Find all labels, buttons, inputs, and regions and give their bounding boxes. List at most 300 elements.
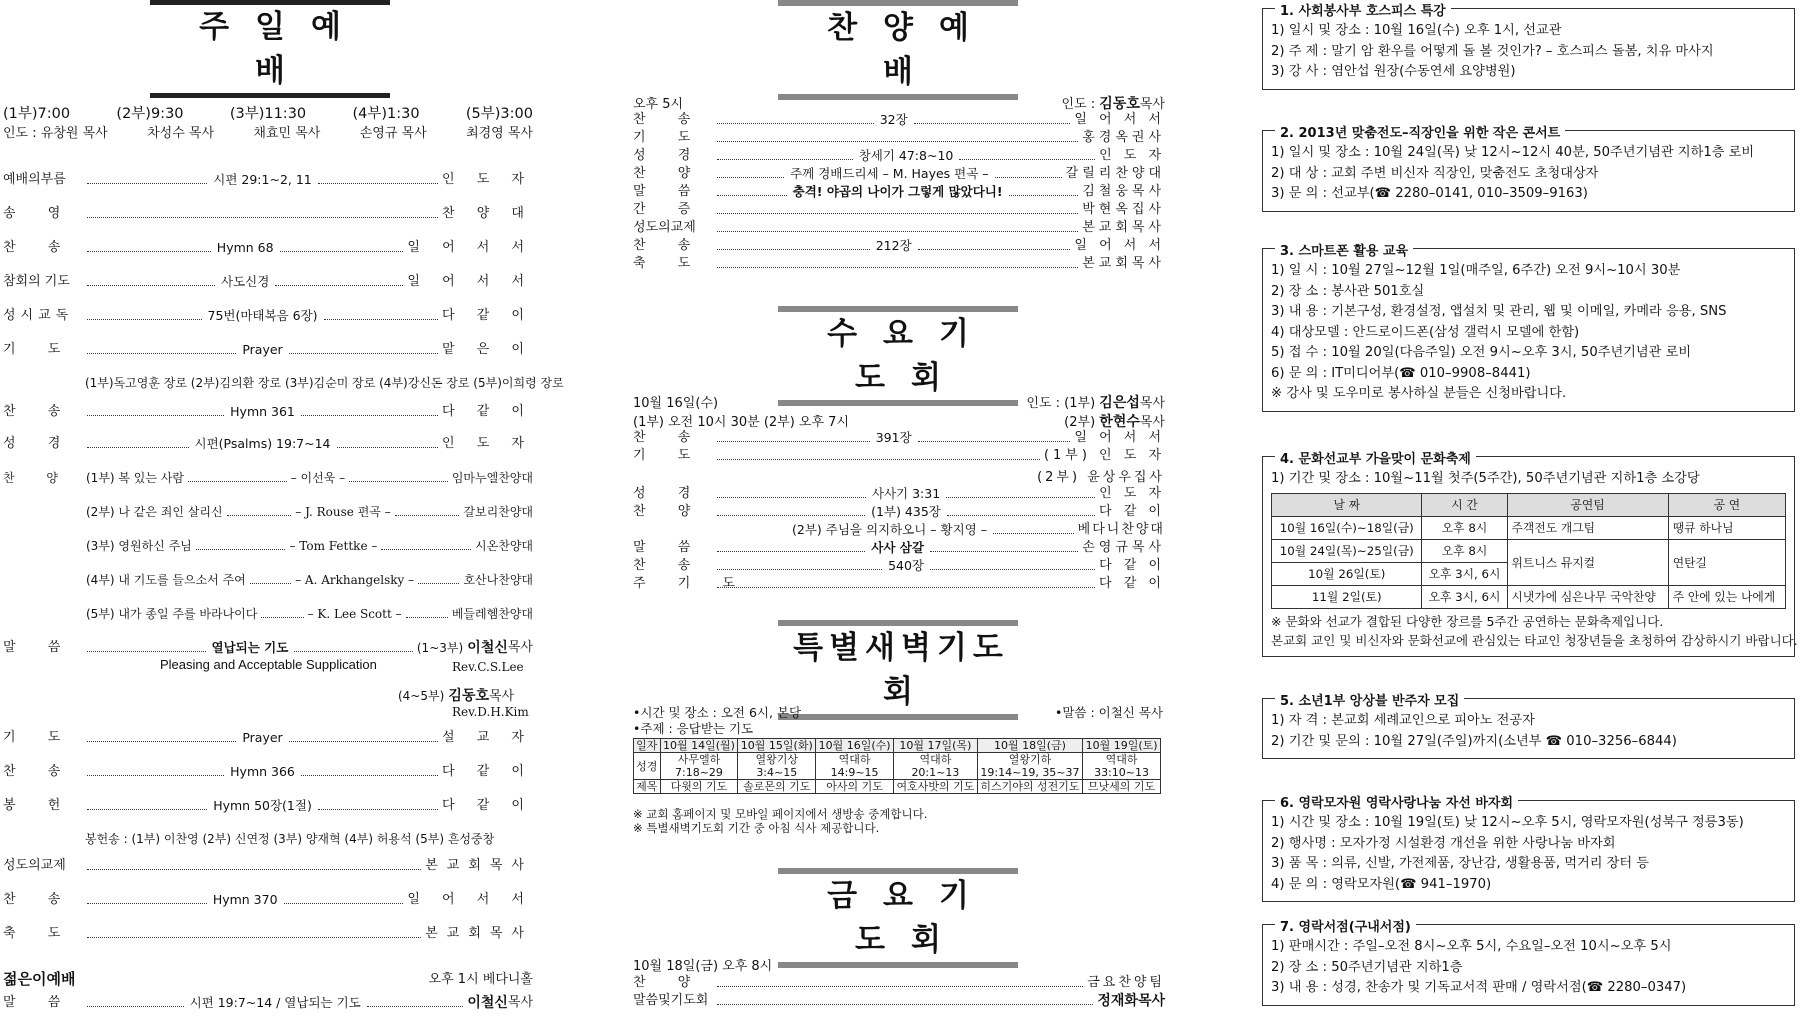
order-performer: 갈릴리찬양대 xyxy=(1065,166,1166,181)
order-performer: 인 도 자 xyxy=(442,172,533,187)
order-label: 찬 송 xyxy=(3,892,75,907)
order-content: 391장 xyxy=(875,430,912,445)
order-row xyxy=(3,240,533,256)
bible-cell xyxy=(816,753,894,780)
sermon-title: 열납되는 기도 xyxy=(211,640,289,655)
choir-song: (4부) 내 기도를 들으소서 주여 xyxy=(86,573,246,587)
order-row xyxy=(633,993,1165,1009)
sunday-service-title: 주일예배 xyxy=(199,9,367,89)
service-time: (3부)11:30 xyxy=(229,106,307,122)
choir-row xyxy=(86,572,533,588)
sermon-part: (4~5부) xyxy=(398,689,445,703)
order-label: 봉 헌 xyxy=(3,798,75,813)
service-leader: 손영규 목사 xyxy=(359,126,427,141)
notice-box xyxy=(1262,452,1798,657)
order-label: 찬 송 xyxy=(3,404,75,419)
table-header-cell: 시 간 xyxy=(1422,493,1507,516)
pastor-suffix: 목사 xyxy=(507,995,534,1010)
order-performer: 일 어 서 서 xyxy=(407,892,533,907)
order-performer: 다 같 이 xyxy=(442,404,533,419)
order-content: 시편 29:1~2, 11 xyxy=(213,172,312,187)
prayer-second-part: (2부) 윤상우집사 xyxy=(1037,470,1165,485)
order-label: 말 씀 xyxy=(633,184,705,199)
order-content: Hymn 361 xyxy=(230,404,295,419)
bible-cell xyxy=(977,753,1082,780)
notice-line: 3) 내 용 : 성경, 찬송가 및 기독교서적 판매 / 영락서점(☎ 2280–0347) xyxy=(1271,980,1687,995)
order-label: 찬 송 xyxy=(633,558,705,573)
order-label: 찬 송 xyxy=(3,764,75,779)
table-header-cell: 공연팀 xyxy=(1507,493,1668,516)
notice-line: 2) 장 소 : 50주년기념관 지하1층 xyxy=(1271,959,1463,975)
order-content: Prayer xyxy=(242,730,283,745)
topic-cell: 아사의 기도 xyxy=(816,780,894,794)
order-label: 간 증 xyxy=(633,202,705,217)
friday-prayer-title: 금요기도회 xyxy=(827,878,995,958)
order-performer: 다 같 이 xyxy=(1099,558,1166,573)
notice-title: 5. 소년1부 앙상블 반주자 모집 xyxy=(1275,690,1464,709)
order-label: 찬 송 xyxy=(633,112,705,127)
bible-cell xyxy=(894,753,978,780)
order-label: 찬 송 xyxy=(633,238,705,253)
order-row xyxy=(633,166,1165,182)
pastor-en-name: Rev.C.S.Lee xyxy=(452,660,524,674)
notice-line: 2) 행사명 : 모자가정 시설환경 개선을 위한 사랑나눔 바자회 xyxy=(1271,835,1616,851)
table-cell: 주객전도 개그팀 xyxy=(1507,516,1668,539)
order-performer: 일 어 서 서 xyxy=(407,240,534,255)
order-label: 축 도 xyxy=(633,256,705,271)
table-header-cell: 10월 18일(금) xyxy=(977,739,1082,753)
order-row xyxy=(3,436,533,452)
order-label: 성도의교제 xyxy=(633,220,696,235)
youth-service-header xyxy=(3,968,533,989)
notice-line: 1) 기간 및 장소 : 10월~11월 첫주(5주간), 50주년기념관 지하1층 소강당 xyxy=(1271,471,1700,486)
order-label: 기 도 xyxy=(633,448,705,463)
order-performer: 인 도 자 xyxy=(1099,486,1166,501)
notice-line: ※ 강사 및 도우미로 봉사하실 분들은 신청바랍니다. xyxy=(1271,386,1567,401)
order-content: (1부) 435장 xyxy=(871,504,941,519)
order-row xyxy=(633,504,1165,520)
sunday-service-banner xyxy=(150,0,390,89)
order-content: 사사기 3:31 xyxy=(871,486,941,501)
pastor-suffix: 목사 xyxy=(1139,415,1165,430)
order-performer: 다 같 이 xyxy=(1099,576,1165,591)
table-cell: 위트니스 뮤지컬 xyxy=(1507,539,1668,585)
order-content: Hymn 370 xyxy=(212,892,278,907)
pastor-suffix: 목사 xyxy=(1139,97,1165,112)
order-content: 32장 xyxy=(879,112,908,127)
table-cell: 10월 26일(토) xyxy=(1272,562,1422,585)
topic-cell: 히스기야의 성전기도 xyxy=(977,780,1082,794)
choir-song: (5부) 내가 종일 주를 바라나이다 xyxy=(86,607,258,621)
notice-box xyxy=(1262,244,1795,412)
table-cell: 주 안에 있는 나에게 xyxy=(1668,585,1785,608)
bible-verse: 3:4~15 xyxy=(756,766,798,779)
order-row xyxy=(3,206,533,222)
order-content: 시편 19:7~14 / 열납되는 기도 xyxy=(189,995,361,1010)
choir-song: (2부) 주님을 의지하오니 – 황지영 – xyxy=(792,522,987,537)
choir-composer: – Tom Fettke – xyxy=(289,539,378,553)
sermon-pastor: 김동호 xyxy=(448,688,489,704)
order-row xyxy=(3,308,533,324)
order-row xyxy=(633,576,1165,592)
service-leader: 채효민 목사 xyxy=(253,126,321,141)
order-content: 75번(마태복음 6장) xyxy=(207,308,318,323)
order-row xyxy=(3,342,533,358)
order-content: Hymn 68 xyxy=(216,240,274,255)
dawn-notes xyxy=(633,807,927,835)
table-header-cell: 공 연 xyxy=(1668,493,1785,516)
order-label: 예배의부름 xyxy=(3,172,66,187)
youth-service-time: 오후 1시 베다니홀 xyxy=(428,972,533,987)
order-performer: 설 교 자 xyxy=(442,730,533,745)
choir-composer: – 이선욱 – xyxy=(290,471,346,485)
order-performer: 손영규목사 xyxy=(1082,540,1166,555)
order-content: 사도신경 xyxy=(221,274,270,289)
order-row xyxy=(3,798,533,814)
order-performer: 홍경옥권사 xyxy=(1082,130,1165,145)
table-cell: 10월 16일(수)~18일(금) xyxy=(1272,516,1422,539)
order-label: 찬 양 xyxy=(633,166,705,181)
order-content: Hymn 366 xyxy=(230,764,295,779)
wednesday-times-text: (1부) 오전 10시 30분 (2부) 오후 7시 xyxy=(633,415,850,430)
bible-cell xyxy=(660,753,738,780)
order-row xyxy=(633,238,1165,254)
notice-box xyxy=(1262,4,1795,90)
order-performer: 본교회목사 xyxy=(1082,256,1165,271)
order-label: 성 경 xyxy=(633,148,705,163)
table-cell: 오후 3시, 6시 xyxy=(1422,562,1507,585)
order-row xyxy=(633,130,1165,146)
order-label: 성도의교제 xyxy=(3,858,66,873)
sermon-title-en: Pleasing and Acceptable Supplication xyxy=(160,657,377,672)
bible-verse: 14:9~15 xyxy=(830,766,879,779)
order-label: 성 경 xyxy=(633,486,705,501)
notice-box xyxy=(1262,126,1795,212)
table-header-cell: 10월 15일(화) xyxy=(738,739,816,753)
topic-cell: 솔로몬의 기도 xyxy=(738,780,816,794)
order-row xyxy=(3,172,533,188)
table-header-cell: 일자 xyxy=(634,739,661,753)
notice-title: 6. 영락모자원 영락사랑나눔 자선 바자회 xyxy=(1275,792,1518,811)
order-performer: 박현옥집사 xyxy=(1082,202,1165,217)
order-label: 찬 양 xyxy=(633,504,705,519)
notice-line: 3) 강 사 : 염안섭 원장(수동연세 요양병원) xyxy=(1271,64,1516,79)
notice-line: 4) 문 의 : 영락모자원(☎ 941–1970) xyxy=(1271,876,1492,892)
order-row xyxy=(633,220,1165,236)
service-time: (1부)7:00 xyxy=(3,106,71,122)
order-performer: 정재화목사 xyxy=(1097,993,1165,1009)
order-row xyxy=(633,202,1165,218)
leader-label: 인도 : (1부) xyxy=(1026,396,1096,411)
bible-cell xyxy=(738,753,816,780)
service-leaders xyxy=(3,122,533,141)
dawn-speaker: •말씀 : 이철신 목사 xyxy=(1054,705,1163,720)
order-content: 212장 xyxy=(875,238,912,253)
table-row-label: 성경 xyxy=(634,753,661,780)
service-time: (2부)9:30 xyxy=(116,106,184,122)
notice-line: 3) 문 의 : 선교부(☎ 2280–0141, 010–3509–9163) xyxy=(1271,186,1588,201)
order-content: 창세기 47:8~10 xyxy=(858,148,954,163)
order-label: 말씀및기도회 xyxy=(633,993,709,1008)
bible-cell xyxy=(1083,753,1161,780)
service-times xyxy=(3,102,533,123)
order-row xyxy=(633,558,1165,574)
bible-book: 열왕기하 xyxy=(1008,753,1052,766)
bible-verse: 33:10~13 xyxy=(1094,766,1150,779)
order-content: 사사 삼갈 xyxy=(871,540,924,555)
notice-line: ※ 문화와 선교가 결합된 다양한 장르를 5주간 공연하는 문화축제입니다. xyxy=(1271,613,1664,629)
dawn-schedule-table-wrap xyxy=(633,738,1161,794)
bible-verse: 20:1~13 xyxy=(911,766,960,779)
notice-line: 2) 기간 및 문의 : 10월 27일(주일)까지(소년부 ☎ 010–3256–6844) xyxy=(1271,733,1677,749)
order-label: 기 도 xyxy=(633,130,705,145)
table-header-cell: 날 짜 xyxy=(1272,493,1422,516)
notice-line: 4) 대상모델 : 안드로이드폰(삼성 갤럭시 모델에 한함) xyxy=(1271,324,1580,340)
notice-line: 3) 품 목 : 의류, 신발, 가전제품, 장난감, 생활용품, 먹거리 장터 등 xyxy=(1271,856,1650,871)
choir-composer: – J. Rouse 편곡 – xyxy=(295,505,391,519)
order-performer: 찬 양 대 xyxy=(442,206,533,221)
choir-name: 갈보리찬양대 xyxy=(463,505,534,519)
order-performer: 인 도 자 xyxy=(1099,148,1166,163)
table-cell: 연탄길 xyxy=(1668,539,1785,585)
notice-line: 본교회 교인 및 비신자와 문화선교에 관심있는 타교인 청장년들을 초청하여 감상하시기 바랍니다. xyxy=(1271,632,1798,648)
leader-name: 한현수 xyxy=(1099,414,1140,430)
wednesday-date: 10월 16일(수) xyxy=(633,396,719,411)
table-cell: 오후 3시, 6시 xyxy=(1422,585,1507,608)
order-row xyxy=(3,404,533,420)
dawn-note: ※ 특별새벽기도회 기간 중 아침 식사 제공합니다. xyxy=(633,821,880,835)
choir-name: 베들레헴찬양대 xyxy=(451,607,533,621)
order-row xyxy=(633,256,1165,272)
order-label: 참회의 기도 xyxy=(3,274,70,289)
leader-name: 김동호 xyxy=(1099,96,1140,112)
notice-line: 2) 장 소 : 봉사관 501호실 xyxy=(1271,283,1425,299)
order-label: 찬 송 xyxy=(633,430,705,445)
choir-composer: – A. Arkhangelsky – xyxy=(295,573,415,587)
concert-table xyxy=(1271,493,1786,609)
order-performer: 다 같 이 xyxy=(1099,504,1165,519)
praise-header xyxy=(633,93,1165,113)
order-content: Hymn 50장(1절) xyxy=(213,798,312,813)
order-performer: 일 어 서 서 xyxy=(1074,430,1166,445)
order-content: 540장 xyxy=(888,558,924,573)
notice-line: 1) 판매시간 : 주일–오전 8시~오후 5시, 수요일–오전 10시~오후 5시 xyxy=(1271,939,1672,954)
order-row xyxy=(3,274,533,290)
choir-song: (1부) 복 있는 사람 xyxy=(86,471,184,485)
order-row xyxy=(3,892,533,908)
youth-service-title: 젊은이예배 xyxy=(3,970,76,988)
sermon-part: (1~3부) xyxy=(416,641,464,655)
notice-title: 7. 영락서점(구내서점) xyxy=(1275,916,1416,935)
order-row xyxy=(633,112,1165,128)
bible-verse: 19:14~19, 35~37 xyxy=(980,766,1080,779)
service-time: (4부)1:30 xyxy=(352,106,420,122)
notice-line: 1) 시간 및 장소 : 10월 19일(토) 낮 12시~오후 5시, 영락모자원(성북구 정릉3동) xyxy=(1271,815,1744,830)
order-row xyxy=(3,730,533,746)
sermon-row xyxy=(3,640,533,656)
order-label: 찬 양 xyxy=(3,471,72,485)
order-row xyxy=(3,926,533,942)
topic-cell: 므낫세의 기도 xyxy=(1083,780,1161,794)
topic-cell: 여호사밧의 기도 xyxy=(894,780,978,794)
order-label: 찬 양 xyxy=(633,975,705,990)
order-label: 말 씀 xyxy=(3,995,75,1010)
order-performer: 맡 은 이 xyxy=(442,342,533,357)
choir-row xyxy=(86,538,533,554)
notice-line: 1) 일 시 : 10월 27일~12월 1일(매주일, 6주간) 오전 9시~10시 30분 xyxy=(1271,263,1681,278)
service-time: (5부)3:00 xyxy=(465,106,533,122)
order-label: 송 영 xyxy=(3,206,75,221)
order-label: 성시교독 xyxy=(3,308,74,323)
table-cell: 오후 8시 xyxy=(1422,539,1507,562)
order-row xyxy=(633,430,1165,446)
order-performer: 본교회목사 xyxy=(1082,220,1165,235)
leader-name: 김은섭 xyxy=(1099,395,1140,411)
order-row xyxy=(633,975,1165,991)
order-row xyxy=(3,764,533,780)
praise-service-banner xyxy=(778,0,1018,90)
bible-book: 역대하 xyxy=(1105,753,1138,766)
order-row xyxy=(633,540,1165,556)
order-label: 말 씀 xyxy=(3,640,75,655)
order-label: 말 씀 xyxy=(633,540,705,555)
order-row xyxy=(633,448,1165,464)
table-cell: 10월 24일(목)~25일(금) xyxy=(1272,539,1422,562)
notice-title: 1. 사회봉사부 호스피스 특강 xyxy=(1275,0,1451,19)
order-row xyxy=(633,148,1165,164)
pastor-suffix: 목사 xyxy=(1139,396,1165,411)
choir-row xyxy=(86,606,533,622)
offering-names: 봉헌송 : (1부) 이찬영 (2부) 신연정 (3부) 양재혁 (4부) 허용석 (5부) 흔성중창 xyxy=(85,832,495,846)
order-performer: 김철웅목사 xyxy=(1082,184,1166,199)
order-performer: 다 같 이 xyxy=(442,798,533,813)
sermon-pastor: 이철신 xyxy=(467,640,508,656)
choir-row xyxy=(86,504,533,520)
table-cell: 11월 2일(토) xyxy=(1272,585,1422,608)
bible-book: 역대하 xyxy=(838,753,871,766)
topic-cell: 다윗의 기도 xyxy=(660,780,738,794)
order-content: 주께 경배드리세 – M. Hayes 편곡 – xyxy=(790,166,989,181)
choir-song: (2부) 나 같은 죄인 살리신 xyxy=(86,505,223,519)
dawn-note: ※ 교회 홈페이지 및 모바일 페이지에서 생방송 중계합니다. xyxy=(633,807,928,821)
dawn-prayer-title: 특별새벽기도회 xyxy=(793,630,1009,710)
notice-line: 2) 주 제 : 말기 암 환우를 어떻게 돌 볼 것인가? – 호스피스 돌봄, 치유 마사지 xyxy=(1271,43,1714,59)
order-performer: 본교회목사 xyxy=(425,858,533,873)
leader-label: (2부) xyxy=(1064,415,1096,430)
order-label: 찬 송 xyxy=(3,240,75,255)
order-label: 주 기 도 xyxy=(633,576,749,591)
order-performer: 다 같 이 xyxy=(442,308,533,323)
praise-time: 오후 5시 xyxy=(633,97,684,112)
notice-line: 1) 일시 및 장소 : 10월 16일(수) 오후 1시, 선교관 xyxy=(1271,23,1562,38)
pastor-en-name: Rev.D.H.Kim xyxy=(452,705,529,719)
order-content: Prayer xyxy=(242,342,283,357)
prayer-names: (1부)독고영훈 장로 (2부)김의환 장로 (3부)김순미 장로 (4부)강신돈 장로 (5부)이희령 장로 xyxy=(85,376,564,390)
choir-name: 시온찬양대 xyxy=(475,539,534,553)
dawn-theme: •주제 : 응답받는 기도 xyxy=(633,721,754,736)
bible-book: 역대하 xyxy=(919,753,952,766)
order-performer: 일 어 서 서 xyxy=(1074,238,1166,253)
table-row xyxy=(1272,539,1786,562)
notice-title: 4. 문화선교부 가을맞이 문화축제 xyxy=(1275,448,1476,467)
dawn-prayer-banner xyxy=(778,620,1018,710)
table-header-cell: 10월 17일(목) xyxy=(894,739,978,753)
wednesday-header xyxy=(633,392,1165,412)
order-performer: 인 도 자 xyxy=(442,436,533,451)
order-row xyxy=(633,486,1165,502)
sermon-row-2 xyxy=(398,685,514,705)
table-cell: 시냇가에 심은나무 국악찬양 xyxy=(1507,585,1668,608)
bible-verse: 7:18~29 xyxy=(675,766,723,779)
choir-name: 호산나찬양대 xyxy=(463,573,534,587)
notice-line: 6) 문 의 : IT미디어부(☎ 010–9908–8441) xyxy=(1271,365,1531,381)
table-row-label: 제목 xyxy=(634,780,661,794)
choir-name: 베다니찬양대 xyxy=(1077,522,1165,537)
order-performer: 다 같 이 xyxy=(442,764,533,779)
order-content: 시편(Psalms) 19:7~14 xyxy=(194,436,331,451)
order-row xyxy=(3,858,533,874)
table-header-cell: 10월 16일(수) xyxy=(816,739,894,753)
sermon-pastor: 이철신 xyxy=(467,995,508,1011)
choir-composer: – K. Lee Scott – xyxy=(307,607,402,621)
choir-name: 임마누엘찬양대 xyxy=(451,471,533,485)
friday-date: 10월 18일(금) 오후 8시 xyxy=(633,959,773,974)
order-label: 축 도 xyxy=(3,926,75,941)
order-row xyxy=(633,184,1165,200)
pastor-suffix: 목사 xyxy=(507,640,533,655)
notice-line: 3) 내 용 : 기본구성, 환경설정, 앱설치 및 관리, 웹 및 이메일, 카메라 응용, SNS xyxy=(1271,304,1727,319)
table-header-cell: 10월 19일(토) xyxy=(1083,739,1161,753)
table-row xyxy=(1272,585,1786,608)
order-performer: 본교회목사 xyxy=(425,926,533,941)
notice-title: 2. 2013년 맞춤전도–직장인을 위한 작은 콘서트 xyxy=(1275,122,1565,141)
table-cell: 오후 8시 xyxy=(1422,516,1507,539)
service-leader: 차성수 목사 xyxy=(147,126,215,141)
notice-line: 1) 일시 및 장소 : 10월 24일(목) 낮 12시~12시 40분, 50주년기념관 지하1층 로비 xyxy=(1271,145,1755,160)
leader-label: 인도 : xyxy=(1061,97,1096,112)
pastor-suffix: 목사 xyxy=(489,689,515,704)
choir-row xyxy=(790,522,1165,538)
wednesday-prayer-banner xyxy=(778,306,1018,396)
notice-box xyxy=(1262,694,1795,759)
order-performer: (1부) 인 도 자 xyxy=(1043,448,1165,463)
dawn-schedule-table xyxy=(633,738,1161,794)
order-label: 기 도 xyxy=(3,730,75,745)
order-content: 충격! 야곱의 나이가 그렇게 많았다니! xyxy=(792,184,1003,199)
wednesday-prayer-title: 수요기도회 xyxy=(827,316,995,396)
table-header-cell: 10월 14일(월) xyxy=(660,739,738,753)
table-cell: 땡큐 하나님 xyxy=(1668,516,1785,539)
service-leader: 인도 : 유창원 목사 xyxy=(3,126,108,141)
notice-box xyxy=(1262,796,1795,902)
notice-line: 1) 자 격 : 본교회 세례교인으로 피아노 전공자 xyxy=(1271,713,1535,728)
bible-book: 열왕기상 xyxy=(755,753,799,766)
order-performer: 일 어 서 서 xyxy=(1074,112,1165,127)
service-leader: 최경영 목사 xyxy=(466,126,533,141)
notice-line: 5) 접 수 : 10월 20일(다음주일) 오전 9시~오후 3시, 50주년기념관 로비 xyxy=(1271,345,1692,360)
notice-title: 3. 스마트폰 활용 교육 xyxy=(1275,240,1413,259)
praise-service-title: 찬양예배 xyxy=(827,10,995,90)
order-label: 기 도 xyxy=(3,342,75,357)
wednesday-times xyxy=(633,411,1165,431)
order-label: 성 경 xyxy=(3,436,75,451)
table-row xyxy=(1272,516,1786,539)
order-performer: 일 어 서 서 xyxy=(407,274,534,289)
order-performer: 금요찬양팀 xyxy=(1087,975,1165,990)
order-row xyxy=(3,995,533,1011)
dawn-place: •시간 및 장소 : 오전 6시, 본당 xyxy=(633,705,802,720)
notice-box xyxy=(1262,920,1795,1006)
